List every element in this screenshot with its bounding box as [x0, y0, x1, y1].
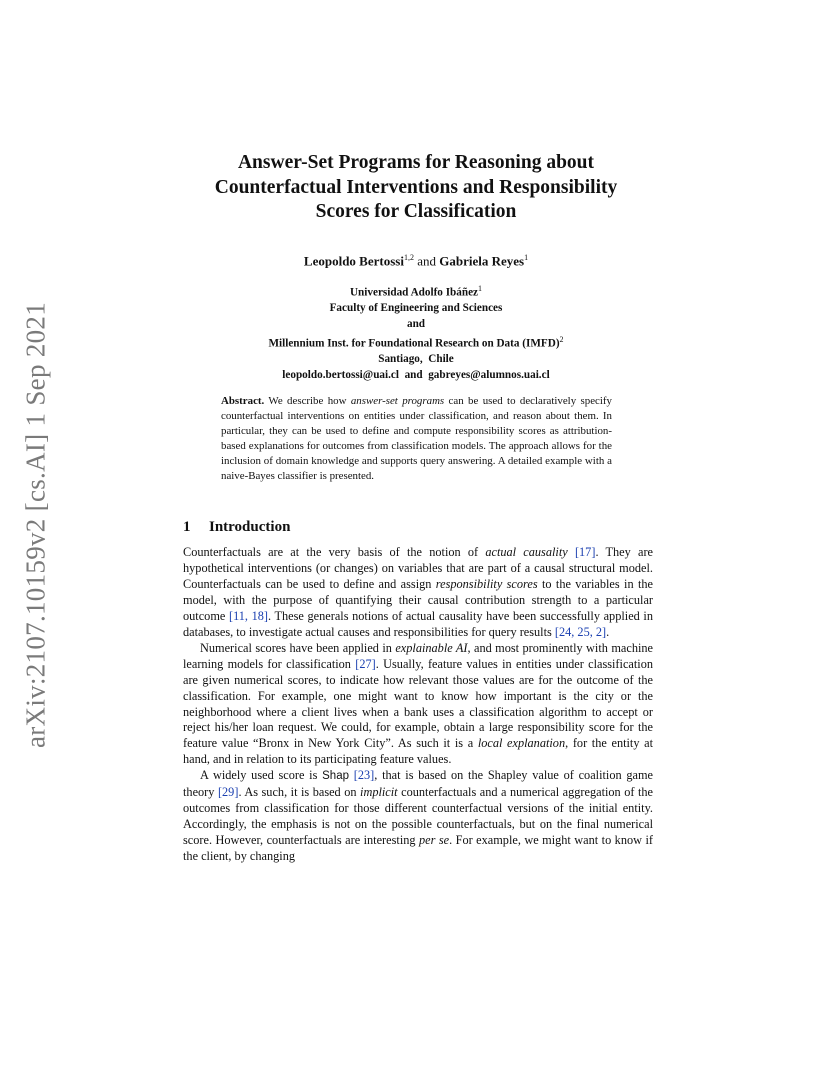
author-list	[160, 253, 672, 269]
city-line: Santiago, Chile	[378, 353, 454, 366]
author-conjunction: and	[417, 253, 436, 269]
affiliation-line	[160, 332, 672, 352]
author-affiliation-mark: 1	[524, 253, 529, 262]
citation-link[interactable]: [11, 18]	[228, 608, 269, 623]
paragraph	[183, 641, 653, 769]
emphasis: actual causality	[485, 545, 568, 559]
author-name: Leopoldo Bertossi	[303, 253, 404, 269]
emphasis: local explanation	[477, 736, 566, 751]
faculty-name: Faculty of Engineering and Sciences	[329, 302, 503, 315]
paper-title	[160, 151, 672, 225]
email-line: leopoldo.bertossi@uai.cl and gabreyes@alumnos.uai.cl	[282, 368, 550, 381]
text-run: Numerical scores have been applied in	[200, 640, 396, 655]
text-run: , for the entity at hand, and in relation to its participating feature values.	[183, 736, 654, 767]
citation-link[interactable]: [24, 25, 2]	[554, 624, 607, 639]
institute-name: Millennium Inst. for Foundational Research on Data (IMFD)	[268, 337, 560, 350]
emphasis: per se	[419, 833, 450, 848]
affiliation-block	[160, 281, 672, 383]
score-name: Shap	[322, 770, 349, 783]
paragraph	[183, 768, 653, 865]
text-run: A widely used score is	[200, 768, 323, 783]
citation-link[interactable]: [29]	[217, 785, 239, 800]
paragraph	[183, 545, 653, 641]
citation-link[interactable]: [17]	[574, 545, 596, 559]
title-line: Answer-Set Programs for Reasoning about	[237, 152, 595, 173]
title-line: Scores for Classification	[315, 201, 517, 222]
text-run: Counterfactuals are at the very basis of the notion of	[183, 545, 486, 559]
section-number: 1	[183, 519, 191, 535]
emphasis: explainable AI	[395, 640, 468, 655]
abstract-text: We describe how	[264, 395, 351, 407]
text-run: . They are hypothetical interventions (or changes) on variables that are part of a causal structural model. Counterfactuals can be used to define and assign	[183, 545, 654, 591]
abstract	[221, 394, 612, 484]
body-text	[183, 545, 653, 865]
abstract-emphasis: answer-set programs	[350, 395, 445, 407]
text-run: . For example, we might want to know if the client, by changing	[183, 833, 653, 864]
citation-link[interactable]: [27]	[355, 656, 376, 671]
section-title: Introduction	[209, 519, 291, 535]
author-affiliation-mark: 1,2	[403, 253, 414, 262]
abstract-label: Abstract.	[221, 395, 265, 407]
author-name: Gabriela Reyes	[439, 253, 525, 269]
university-name: Universidad Adolfo Ibáñez	[349, 286, 479, 299]
affiliation-mark: 2	[559, 335, 564, 345]
text-run: counterfactuals and a numerical aggregation of the outcomes from classification for those different counterfactual versions of the initial entity. Accordingly, the emphasis is not on the possible counterfactuals, but on the final numerical score. However, counterfactuals are interesting	[183, 785, 653, 848]
affiliation-mark: 1	[478, 284, 483, 293]
emphasis: implicit	[360, 785, 398, 800]
affiliation-conjunction: and	[406, 317, 426, 330]
text-run	[568, 545, 575, 559]
text-run: to the variables in the model, with the purpose of quantifying their causal contribution strength to a particular outcome	[183, 576, 653, 623]
arxiv-stamp: arXiv:2107.10159v2 [cs.AI] 1 Sep 2021	[20, 301, 51, 749]
text-run: .	[606, 624, 610, 639]
abstract-text: can be used to declaratively specify counterfactual interventions on entities under classification, and reason about them. In particular, they can be used to define and compute responsibility scores as attribution-based explanations for outcomes from classification models. The approach allows for the inclusion of domain knowledge and supports query answering. A detailed example with a naive-Bayes classifier is presented.	[221, 395, 612, 482]
text-run: . These generals notions of actual causality have been successfully applied in databases, to investigate actual causes and responsibilities for query results	[183, 608, 653, 639]
section-heading	[183, 519, 290, 536]
text-run: . Usually, feature values in entities under classification are given numerical scores, to indicate how relevant those values are for the outcome of the classification. For example, one might want to know how important is the city or the neighborhood where a client lives when a bank uses a classification algorithm to accept or reject his/her loan request. We could, for example, obtain a large responsibility score for the feature value “Bronx in New York City”. As such it is a	[183, 656, 653, 751]
text-run: , and most prominently with machine learning models for classification	[183, 640, 653, 671]
text-run: . As such, it is based on	[238, 785, 361, 800]
title-line: Counterfactual Interventions and Responsibility	[214, 176, 618, 198]
affiliation-line	[160, 281, 672, 301]
citation-link[interactable]: [23]	[353, 768, 375, 783]
text-run: , that is based on the Shapley value of coalition game theory	[183, 768, 654, 800]
emphasis: responsibility scores	[435, 576, 538, 591]
